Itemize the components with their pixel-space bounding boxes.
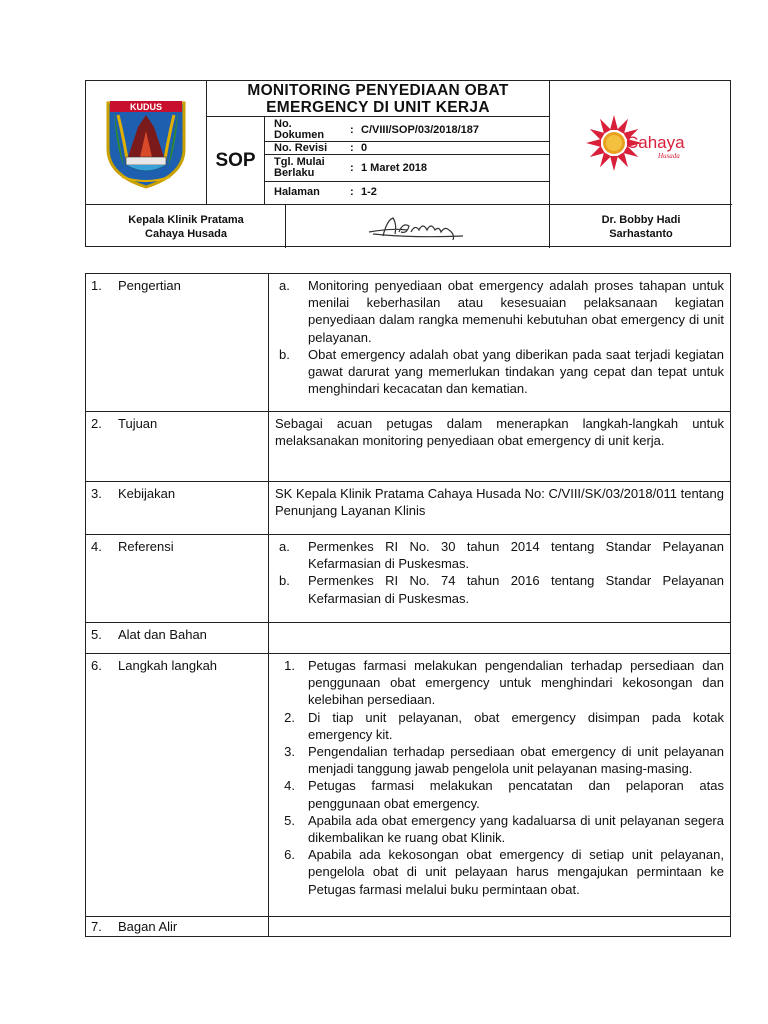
document-title	[207, 81, 549, 117]
cahaya-logo-cell	[550, 81, 732, 204]
cahaya-sub-text: Husada	[658, 151, 680, 160]
cahaya-sun-icon	[586, 110, 696, 176]
list-marker: a.	[279, 278, 290, 293]
meta-effective-date	[265, 155, 549, 181]
section-text: Sebagai acuan petugas dalam menerapkan langkah-langkah untuk melaksanakan monitoring penyediaan obat emergency di unit kerja.	[275, 416, 724, 449]
list-item	[275, 277, 724, 346]
list-text: Petugas farmasi melakukan pengendalian terhadap persediaan dan penggunaan obat emergency untuk menghindari kekosongan dan kelebihan persediaan.	[308, 658, 724, 708]
signer-left-line-1: Kepala Klinik Pratama	[128, 213, 244, 226]
meta-key: No.	[274, 118, 292, 130]
section-langkah	[85, 653, 731, 917]
section-bagan-alir	[85, 916, 731, 937]
sop-label: SOP	[215, 149, 256, 171]
section-body	[269, 654, 730, 916]
list-item	[275, 572, 724, 606]
section-label	[86, 654, 269, 916]
meta-key: Berlaku	[274, 167, 315, 179]
section-title: Alat dan Bahan	[118, 627, 207, 642]
list-text: Petugas farmasi melakukan pencatatan dan pelaporan atas penggunaan obat emergency.	[308, 778, 724, 811]
section-number: 4.	[91, 539, 102, 554]
kudus-banner-text: KUDUS	[129, 101, 163, 112]
list-text: Obat emergency adalah obat yang diberikan pada saat terjadi kegiatan gawat darurat yang memerlukan tindakan yang cepat dan tepat untuk menghindari kecacatan dan kematian.	[308, 346, 724, 397]
section-number: 3.	[91, 486, 102, 501]
section-body	[269, 274, 730, 411]
kudus-crest-icon	[104, 97, 188, 189]
meta-key: No. Revisi	[274, 142, 328, 154]
list-marker: 5.	[284, 812, 295, 828]
signer-left	[86, 205, 286, 248]
section-referensi	[85, 534, 731, 623]
list-text: Permenkes RI No. 30 tahun 2014 tentang Standar Pelayanan Kefarmasian di Puskesmas.	[308, 539, 724, 572]
meta-value: C/VIII/SOP/03/2018/187	[361, 124, 480, 136]
section-kebijakan	[85, 481, 731, 535]
meta-key: Tgl. Mulai	[274, 156, 325, 168]
section-number: 5.	[91, 627, 102, 642]
list-text: Permenkes RI No. 74 tahun 2016 tentang Standar Pelayanan Kefarmasian di Puskesmas.	[308, 573, 724, 606]
sop-content-table	[85, 273, 731, 937]
section-body	[269, 412, 730, 481]
section-title: Kebijakan	[118, 486, 176, 501]
meta-revision	[265, 142, 549, 154]
section-title: Bagan Alir	[118, 919, 178, 934]
list-text: Apabila ada kekosongan obat emergency di setiap unit pelayanan, pengelola obat di unit pelayaan harus mengajukan permintaan ke Petugas farmasi melalui buku permintaan obat.	[308, 847, 724, 897]
signer-right-line-2: Sarhastanto	[609, 227, 673, 240]
list-item	[275, 846, 724, 898]
section-title: Referensi	[118, 539, 174, 554]
title-line-2: EMERGENCY DI UNIT KERJA	[266, 99, 490, 116]
meta-key: Halaman	[274, 186, 320, 198]
section-body	[269, 917, 730, 936]
meta-colon: :	[350, 186, 354, 198]
section-body	[269, 482, 730, 534]
section-label	[86, 274, 269, 411]
signer-left-line-2: Cahaya Husada	[145, 227, 227, 240]
section-title: Langkah langkah	[118, 658, 218, 673]
section-number: 7.	[91, 919, 102, 934]
section-number: 1.	[91, 278, 102, 293]
section-label	[86, 535, 269, 622]
list-marker: b.	[279, 573, 290, 589]
list-text: Di tiap unit pelayanan, obat emergency disimpan pada kotak emergency kit.	[308, 709, 724, 742]
sop-header	[85, 80, 731, 247]
meta-value: 1-2	[361, 186, 377, 198]
section-body	[269, 535, 730, 622]
list-item	[275, 538, 724, 572]
signature-icon	[363, 210, 473, 244]
meta-doc-number	[265, 118, 549, 141]
signature-cell	[286, 205, 550, 248]
list-marker: a.	[279, 539, 290, 554]
section-body	[269, 623, 730, 653]
list-item	[275, 709, 724, 743]
list-marker: 3.	[284, 744, 295, 760]
meta-page	[265, 182, 549, 204]
section-text: SK Kepala Klinik Pratama Cahaya Husada No: C/VIII/SK/03/2018/011 tentang Penunjang Layanan Klinis	[275, 486, 724, 519]
section-label	[86, 623, 269, 653]
kudus-logo-cell	[86, 81, 206, 204]
list-item	[275, 777, 724, 811]
meta-key: Dokumen	[274, 129, 325, 141]
list-marker: b.	[279, 346, 290, 362]
section-alat-bahan	[85, 622, 731, 654]
meta-value: 0	[361, 142, 368, 154]
meta-colon: :	[350, 142, 354, 154]
list-text: Pengendalian terhadap persediaan obat emergency di unit pelayanan menjadi tanggung jawab pengelola unit pelayanan masing-masing.	[308, 744, 724, 777]
list-item	[275, 743, 724, 777]
list-marker: 2.	[284, 709, 295, 725]
meta-value: 1 Maret 2018	[361, 162, 428, 174]
list-item	[275, 346, 724, 398]
section-label	[86, 482, 269, 534]
section-tujuan	[85, 411, 731, 482]
list-marker: 1.	[284, 658, 295, 673]
section-pengertian	[85, 273, 731, 412]
list-text: Monitoring penyediaan obat emergency adalah proses tahapan untuk menilai keberhasilan atau kesesuaian pelaksanaan kegiatan penyediaan dalam rangka memenuhi kebutuhan obat emergency di unit pelayanan.	[308, 278, 724, 345]
meta-colon: :	[350, 124, 354, 136]
list-text: Apabila ada obat emergency yang kadaluarsa di unit pelayanan segera dikembalikan ke ruang obat Klinik.	[308, 812, 724, 846]
meta-colon: :	[350, 162, 354, 174]
list-item	[275, 812, 724, 846]
section-title: Tujuan	[118, 416, 158, 431]
list-marker: 6.	[284, 847, 295, 863]
section-title: Pengertian	[118, 278, 181, 293]
list-marker: 4.	[284, 778, 295, 794]
cahaya-brand-text: Cahaya	[626, 132, 685, 152]
section-number: 2.	[91, 416, 102, 431]
list-item	[275, 657, 724, 709]
signer-right-line-1: Dr. Bobby Hadi	[601, 213, 681, 226]
section-number: 6.	[91, 658, 102, 673]
title-line-1: MONITORING PENYEDIAAN OBAT	[247, 82, 509, 99]
signer-right	[550, 205, 732, 248]
section-label	[86, 917, 269, 936]
section-label	[86, 412, 269, 481]
